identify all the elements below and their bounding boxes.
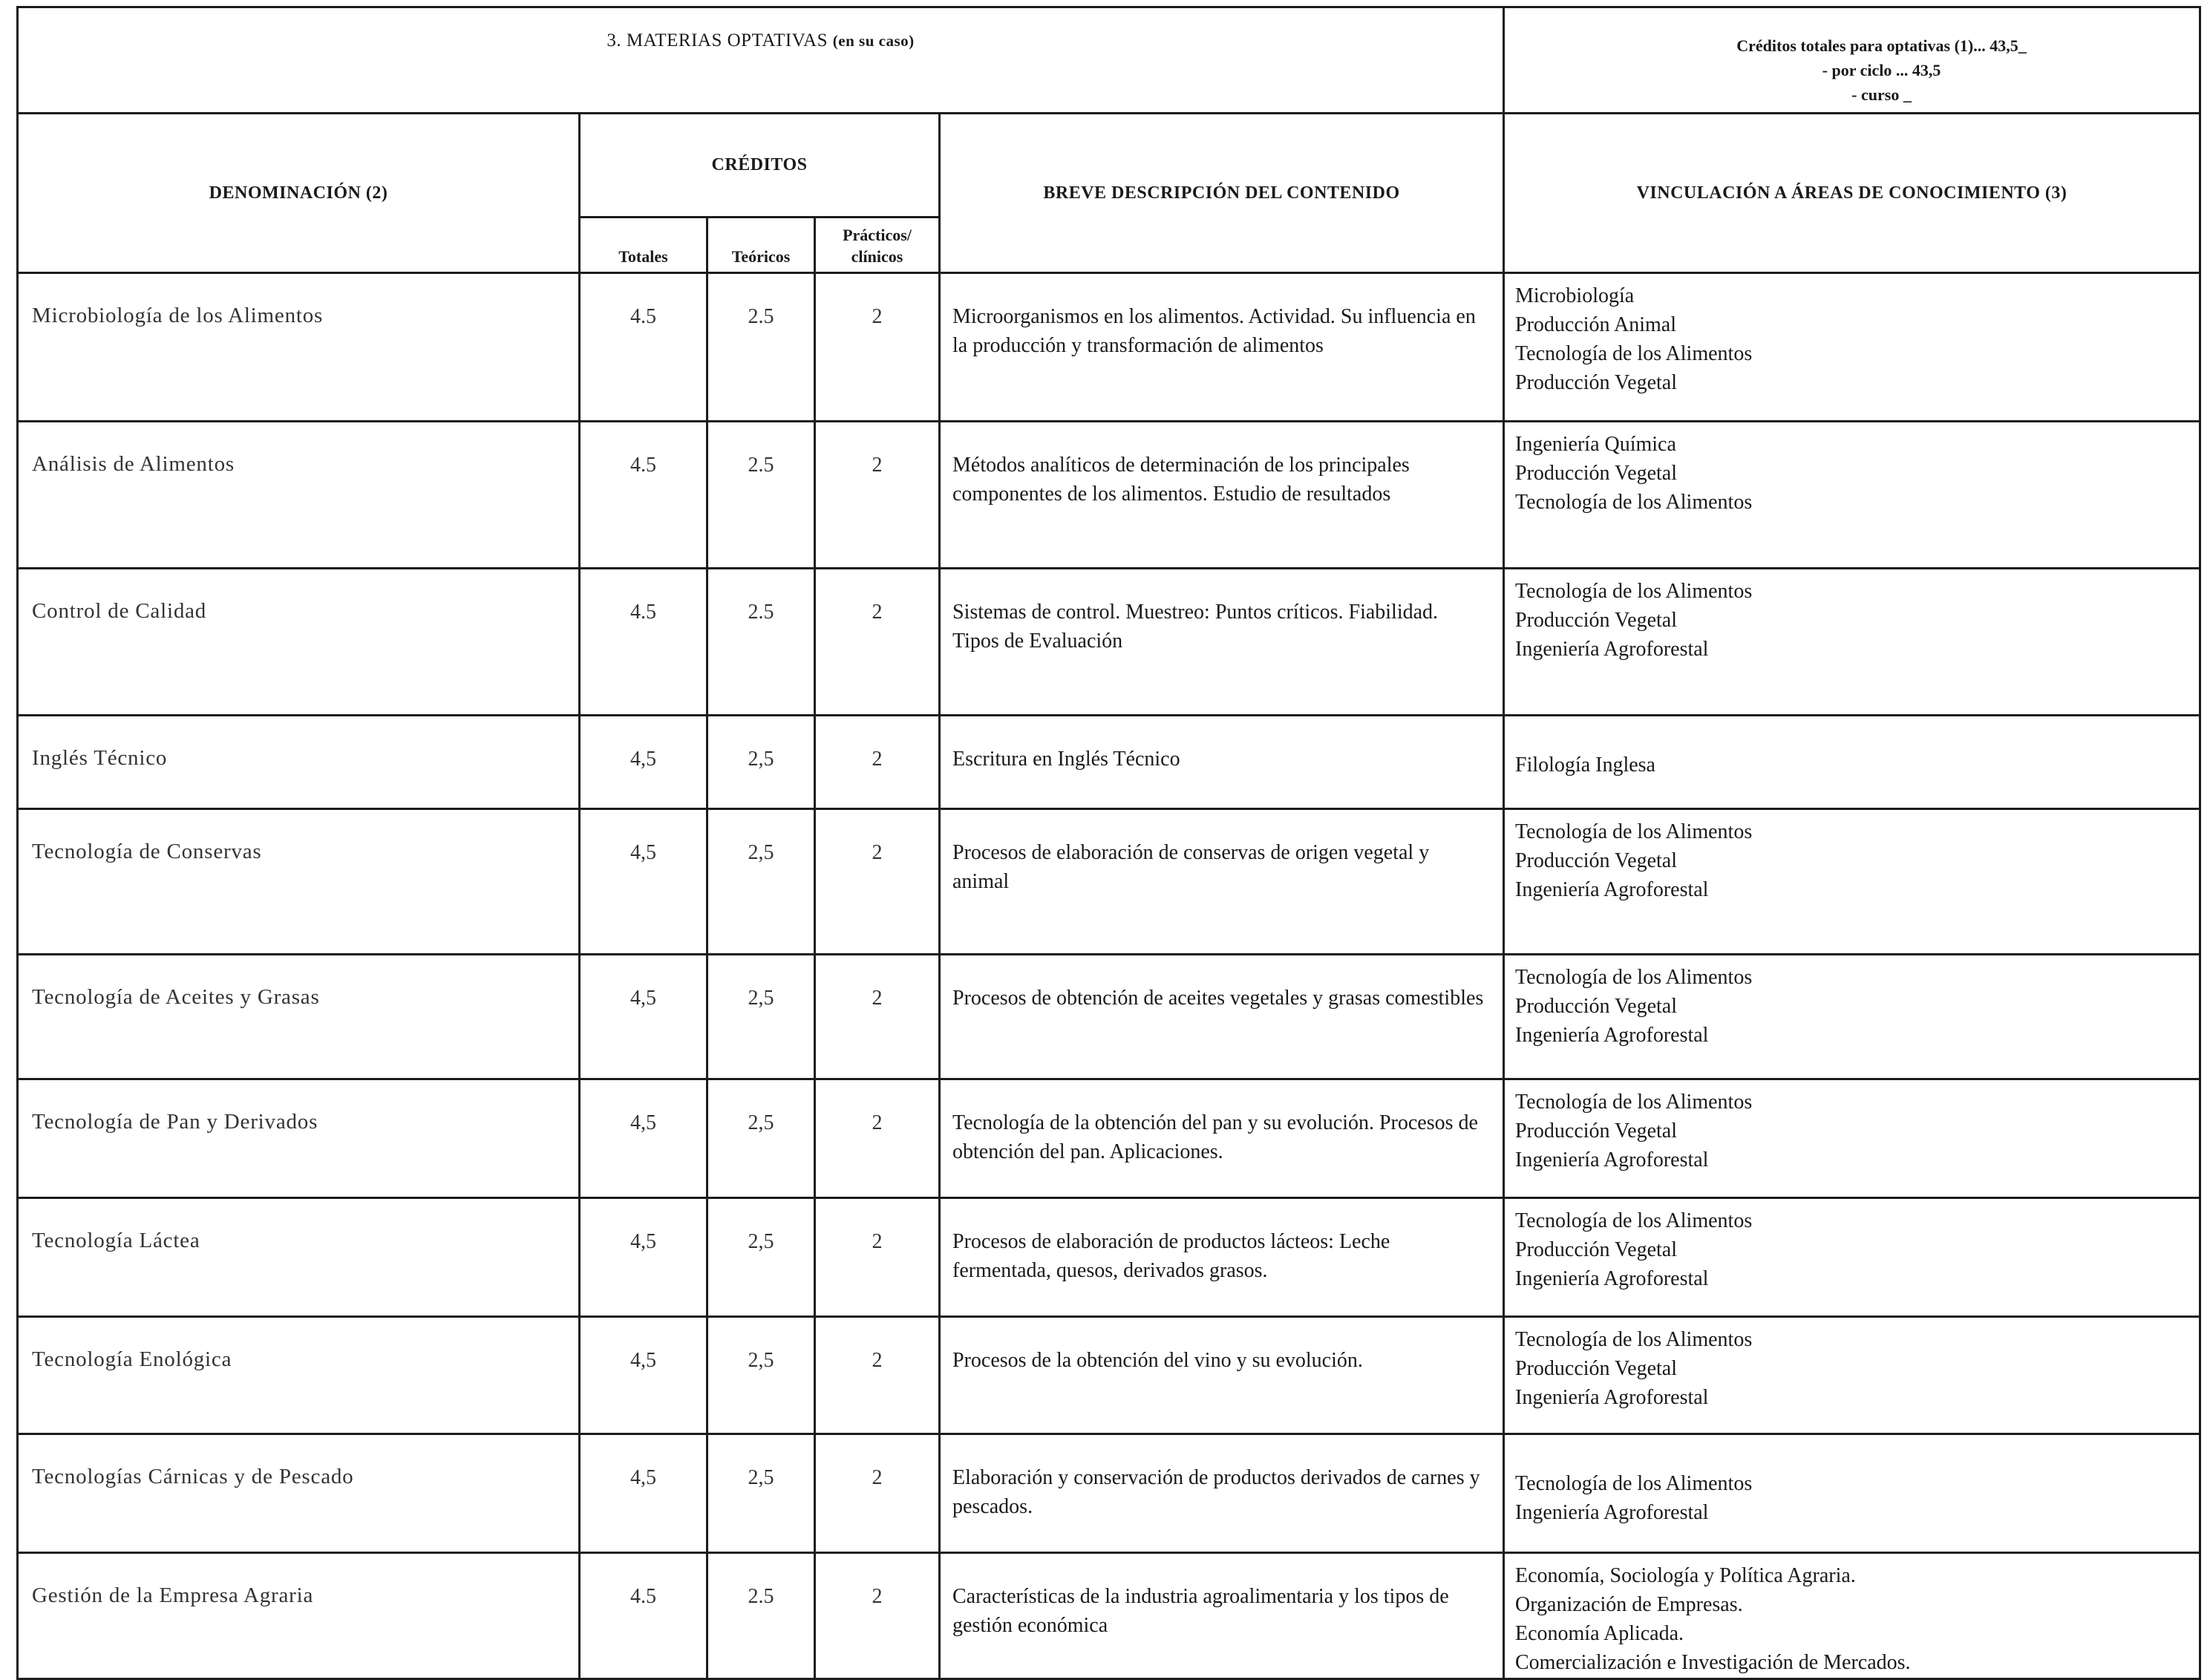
knowledge-areas: [1504, 716, 2200, 809]
subject-name: Tecnología de Aceites y Grasas: [18, 955, 580, 1079]
knowledge-areas: [1504, 422, 2200, 569]
content-description: Microorganismos en los alimentos. Actividad. Su influencia en la producción y transformación de alimentos: [940, 273, 1504, 422]
knowledge-areas: [1504, 1079, 2200, 1198]
table-row: [18, 569, 2200, 716]
knowledge-area-item: Economía, Sociología y Política Agraria.: [1515, 1564, 1856, 1587]
knowledge-area-item: Tecnología de los Alimentos: [1515, 1209, 1753, 1232]
content-description: Métodos analíticos de determinación de los principales componentes de los alimentos. Estudio de resultados: [940, 422, 1504, 569]
content-description: Procesos de elaboración de conservas de origen vegetal y animal: [940, 809, 1504, 955]
credits-theory: 2.5: [707, 569, 815, 716]
table-row: [18, 955, 2200, 1079]
credits-theory: 2.5: [707, 1553, 815, 1679]
credits-practice: 2: [815, 1434, 940, 1553]
title-row: [18, 7, 2200, 114]
knowledge-area-item: Producción Vegetal: [1515, 849, 1677, 872]
knowledge-areas: [1504, 1434, 2200, 1553]
table-row: [18, 809, 2200, 955]
table-row: [18, 1434, 2200, 1553]
credits-total: 4,5: [580, 1434, 707, 1553]
subject-name: Microbiología de los Alimentos: [18, 273, 580, 422]
credits-theory: 2,5: [707, 955, 815, 1079]
knowledge-area-item: Tecnología de los Alimentos: [1515, 820, 1753, 843]
content-description: Procesos de obtención de aceites vegetales y grasas comestibles: [940, 955, 1504, 1079]
credits-practice: 2: [815, 1079, 940, 1198]
knowledge-areas: [1504, 569, 2200, 716]
subject-name: Tecnología Enológica: [18, 1317, 580, 1434]
knowledge-area-item: Producción Vegetal: [1515, 1357, 1677, 1380]
credits-total: 4.5: [580, 1553, 707, 1679]
subject-name: Tecnologías Cárnicas y de Pescado: [18, 1434, 580, 1553]
knowledge-area-item: Microbiología: [1515, 284, 1635, 307]
column-header-row: [18, 114, 2200, 218]
table-row: [18, 422, 2200, 569]
credits-theory: 2,5: [707, 1434, 815, 1553]
table-row: [18, 1079, 2200, 1198]
knowledge-area-item: Ingeniería Agroforestal: [1515, 878, 1709, 901]
table-row: [18, 1198, 2200, 1317]
knowledge-area-item: Organización de Empresas.: [1515, 1593, 1743, 1616]
section-title-main: 3. MATERIAS OPTATIVAS: [607, 30, 828, 50]
credits-theory: 2,5: [707, 716, 815, 809]
knowledge-area-item: Producción Vegetal: [1515, 371, 1677, 394]
credits-practice: 2: [815, 1198, 940, 1317]
knowledge-areas: [1504, 1198, 2200, 1317]
knowledge-area-item: Economía Aplicada.: [1515, 1622, 1684, 1645]
credits-total: 4,5: [580, 1317, 707, 1434]
knowledge-areas: [1504, 273, 2200, 422]
knowledge-area-item: Ingeniería Agroforestal: [1515, 638, 1709, 661]
knowledge-area-item: Filología Inglesa: [1515, 754, 1655, 777]
knowledge-areas: [1504, 809, 2200, 955]
subject-name: Tecnología de Conservas: [18, 809, 580, 955]
knowledge-area-item: Ingeniería Agroforestal: [1515, 1024, 1709, 1047]
knowledge-area-item: Ingeniería Agroforestal: [1515, 1267, 1709, 1290]
credits-total: 4,5: [580, 1079, 707, 1198]
subject-name: Inglés Técnico: [18, 716, 580, 809]
credits-practice: 2: [815, 569, 940, 716]
knowledge-areas: [1504, 1553, 2200, 1679]
content-description: Procesos de la obtención del vino y su evolución.: [940, 1317, 1504, 1434]
table-row: [18, 1553, 2200, 1679]
credits-practice: 2: [815, 422, 940, 569]
column-header-practicos: Prácticos/ clínicos: [815, 218, 940, 273]
knowledge-area-item: Ingeniería Agroforestal: [1515, 1386, 1709, 1409]
knowledge-area-item: Tecnología de los Alimentos: [1515, 580, 1753, 603]
credits-theory: 2,5: [707, 1079, 815, 1198]
credits-practice: 2: [815, 809, 940, 955]
subject-name: Control de Calidad: [18, 569, 580, 716]
credits-total: 4.5: [580, 273, 707, 422]
credits-practice: 2: [815, 1553, 940, 1679]
column-header-totales: Totales: [580, 218, 707, 273]
column-header-creditos: CRÉDITOS: [580, 114, 940, 218]
knowledge-areas: [1504, 955, 2200, 1079]
knowledge-area-item: Tecnología de los Alimentos: [1515, 1472, 1753, 1495]
content-description: Escritura en Inglés Técnico: [940, 716, 1504, 809]
column-header-vinculacion: VINCULACIÓN A ÁREAS DE CONOCIMIENTO (3): [1504, 114, 2200, 273]
column-header-teoricos: Teóricos: [707, 218, 815, 273]
subject-name: Gestión de la Empresa Agraria: [18, 1553, 580, 1679]
credits-theory: 2.5: [707, 422, 815, 569]
knowledge-area-item: Tecnología de los Alimentos: [1515, 491, 1753, 514]
content-description: Características de la industria agroalimentaria y los tipos de gestión económica: [940, 1553, 1504, 1679]
credits-theory: 2,5: [707, 809, 815, 955]
content-description: Sistemas de control. Muestreo: Puntos críticos. Fiabilidad. Tipos de Evaluación: [940, 569, 1504, 716]
column-header-descripcion: BREVE DESCRIPCIÓN DEL CONTENIDO: [940, 114, 1504, 273]
table-row: [18, 716, 2200, 809]
optional-subjects-table: [16, 6, 2201, 1680]
credits-practice: 2: [815, 716, 940, 809]
knowledge-area-item: Comercialización e Investigación de Mercados.: [1515, 1651, 1911, 1674]
content-description: Tecnología de la obtención del pan y su evolución. Procesos de obtención del pan. Aplicaciones.: [940, 1079, 1504, 1198]
total-credits-line: Créditos totales para optativas (1)... 43,5_: [1736, 36, 2027, 55]
credits-theory: 2.5: [707, 273, 815, 422]
credits-total: 4,5: [580, 1198, 707, 1317]
total-credits-box: [1504, 7, 2200, 114]
knowledge-area-item: Producción Animal: [1515, 313, 1676, 336]
knowledge-area-item: Tecnología de los Alimentos: [1515, 1328, 1753, 1351]
credits-total: 4,5: [580, 955, 707, 1079]
knowledge-area-item: Ingeniería Agroforestal: [1515, 1148, 1709, 1171]
credits-practice: 2: [815, 273, 940, 422]
subject-name: Tecnología de Pan y Derivados: [18, 1079, 580, 1198]
credits-theory: 2,5: [707, 1198, 815, 1317]
knowledge-area-item: Tecnología de los Alimentos: [1515, 1091, 1753, 1114]
credits-practice: 2: [815, 955, 940, 1079]
credits-total: 4.5: [580, 422, 707, 569]
credits-theory: 2,5: [707, 1317, 815, 1434]
content-description: Procesos de elaboración de productos lácteos: Leche fermentada, quesos, derivados grasos.: [940, 1198, 1504, 1317]
subject-name: Análisis de Alimentos: [18, 422, 580, 569]
knowledge-area-item: Producción Vegetal: [1515, 462, 1677, 485]
knowledge-area-item: Tecnología de los Alimentos: [1515, 342, 1753, 365]
knowledge-area-item: Producción Vegetal: [1515, 995, 1677, 1018]
credits-total: 4,5: [580, 809, 707, 955]
knowledge-area-item: Ingeniería Agroforestal: [1515, 1501, 1709, 1524]
knowledge-area-item: Tecnología de los Alimentos: [1515, 966, 1753, 989]
table-row: [18, 273, 2200, 422]
content-description: Elaboración y conservación de productos derivados de carnes y pescados.: [940, 1434, 1504, 1553]
knowledge-area-item: Producción Vegetal: [1515, 609, 1677, 632]
table-row: [18, 1317, 2200, 1434]
section-title: [18, 7, 1504, 114]
credits-practice: 2: [815, 1317, 940, 1434]
column-header-denominacion: DENOMINACIÓN (2): [18, 114, 580, 273]
credits-total: 4.5: [580, 569, 707, 716]
knowledge-area-item: Ingeniería Química: [1515, 433, 1676, 456]
knowledge-area-item: Producción Vegetal: [1515, 1120, 1677, 1143]
knowledge-areas: [1504, 1317, 2200, 1434]
subject-name: Tecnología Láctea: [18, 1198, 580, 1317]
knowledge-area-item: Producción Vegetal: [1515, 1238, 1677, 1261]
credits-per-cycle-line: - por ciclo ... 43,5: [1822, 61, 1941, 79]
section-title-note: (en su caso): [832, 32, 915, 50]
credits-per-course-line: - curso _: [1851, 85, 1912, 104]
credits-total: 4,5: [580, 716, 707, 809]
